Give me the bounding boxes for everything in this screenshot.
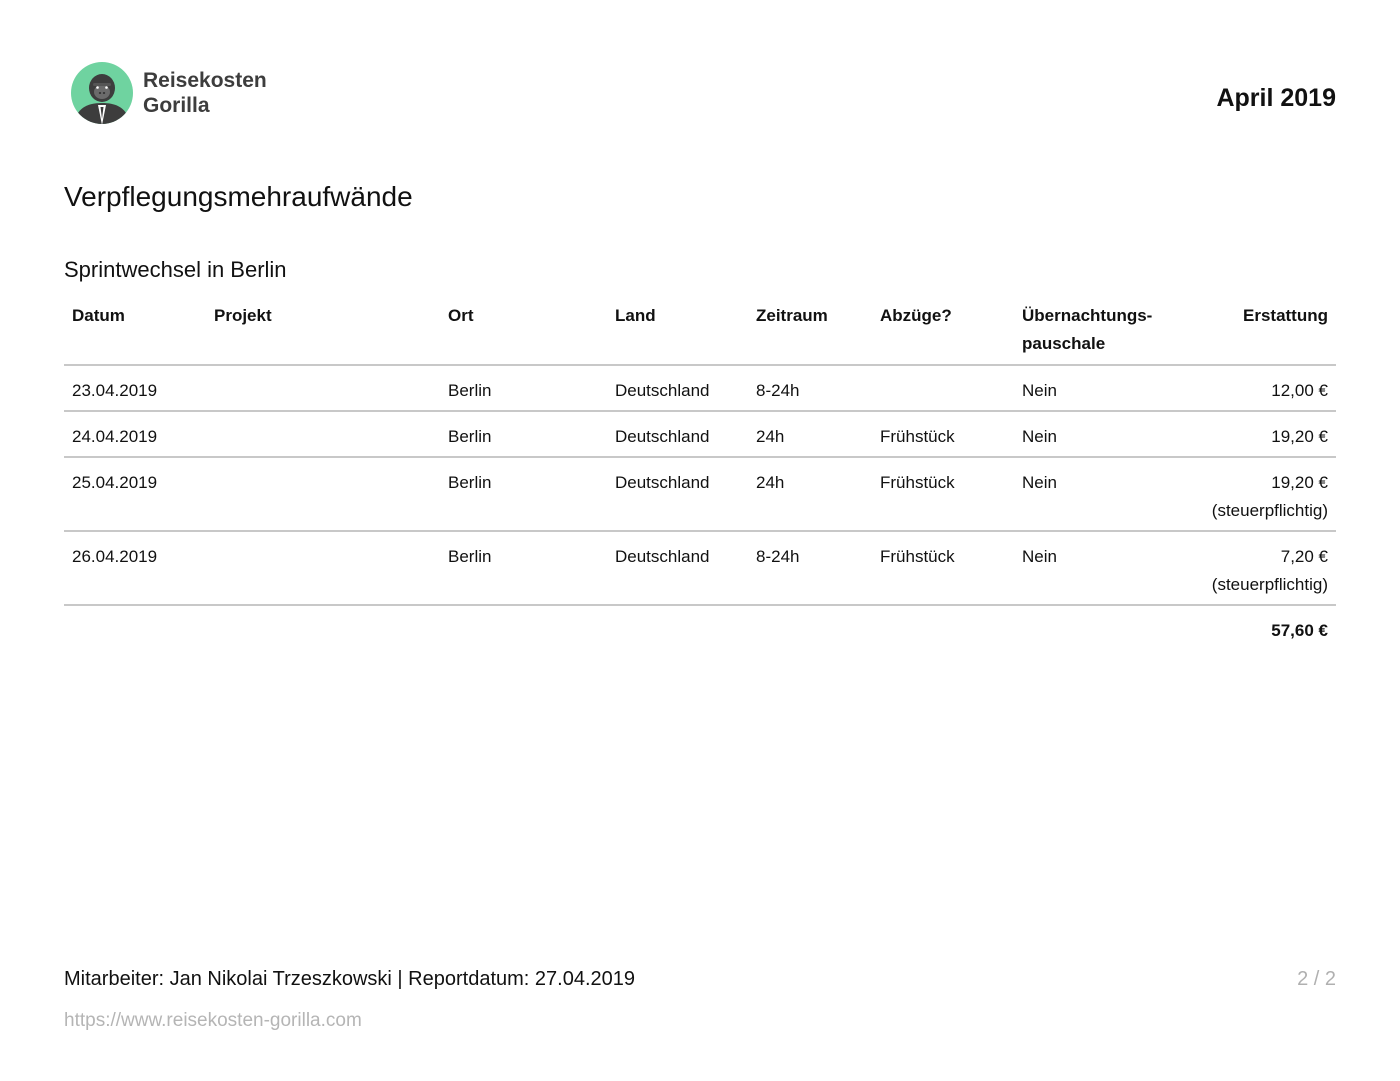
column-header-ort: Ort <box>440 298 607 365</box>
cell-datum: 26.04.2019 <box>64 531 206 605</box>
column-header-abzuege: Abzüge? <box>872 298 1014 365</box>
cell-datum: 23.04.2019 <box>64 365 206 411</box>
trip-title: Sprintwechsel in Berlin <box>64 257 287 282</box>
amount-value: 19,20 € <box>1271 427 1328 446</box>
header-uebernachtung-line-1: Übernachtungs- <box>1022 306 1153 325</box>
cell-abzuege: Frühstück <box>872 411 1014 457</box>
cell-erstattung <box>1184 411 1336 457</box>
cell-zeitraum: 24h <box>748 411 872 457</box>
cell-projekt <box>206 457 440 531</box>
logo-line-2: Gorilla <box>143 94 210 117</box>
cell-land: Deutschland <box>607 457 748 531</box>
cell-abzuege: Frühstück <box>872 531 1014 605</box>
cell-ort: Berlin <box>440 365 607 411</box>
cell-ort: Berlin <box>440 411 607 457</box>
tax-note: (steuerpflichtig) <box>1211 575 1328 594</box>
logo-line-1: Reisekosten <box>143 69 267 92</box>
cell-datum: 25.04.2019 <box>64 457 206 531</box>
section-title: Verpflegungsmehraufwände <box>64 181 413 212</box>
cell-land: Deutschland <box>607 411 748 457</box>
cell-zeitraum: 8-24h <box>748 365 872 411</box>
cell-ort: Berlin <box>440 457 607 531</box>
column-header-land: Land <box>607 298 748 365</box>
column-header-erstattung: Erstattung <box>1184 298 1336 365</box>
cell-projekt <box>206 531 440 605</box>
column-header-zeitraum: Zeitraum <box>748 298 872 365</box>
cell-abzuege: Frühstück <box>872 457 1014 531</box>
amount-value: 19,20 € <box>1271 473 1328 492</box>
cell-erstattung <box>1184 457 1336 531</box>
tax-note: (steuerpflichtig) <box>1211 501 1328 520</box>
cell-projekt <box>206 411 440 457</box>
table-row <box>64 457 1336 531</box>
cell-zeitraum: 8-24h <box>748 531 872 605</box>
meal-allowance-table <box>64 298 1336 650</box>
cell-uebernachtung: Nein <box>1014 365 1184 411</box>
cell-land: Deutschland <box>607 531 748 605</box>
report-period: April 2019 <box>1216 84 1336 112</box>
brand-logo <box>70 60 267 126</box>
table-row <box>64 531 1336 605</box>
cell-erstattung <box>1184 365 1336 411</box>
cell-datum: 24.04.2019 <box>64 411 206 457</box>
footer-url: https://www.reisekosten-gorilla.com <box>64 1010 362 1031</box>
total-row <box>64 605 1336 650</box>
amount-value: 12,00 € <box>1271 381 1328 400</box>
cell-abzuege <box>872 365 1014 411</box>
logo-wordmark <box>143 68 267 118</box>
cell-uebernachtung: Nein <box>1014 411 1184 457</box>
column-header-datum: Datum <box>64 298 206 365</box>
cell-uebernachtung: Nein <box>1014 457 1184 531</box>
cell-ort: Berlin <box>440 531 607 605</box>
column-header-projekt: Projekt <box>206 298 440 365</box>
table-row <box>64 411 1336 457</box>
gorilla-logo-icon <box>70 61 134 125</box>
header-uebernachtung-line-2: pauschale <box>1022 334 1106 353</box>
table-row <box>64 365 1336 411</box>
page-number: 2 / 2 <box>1297 968 1336 990</box>
cell-uebernachtung: Nein <box>1014 531 1184 605</box>
footer-employee-info: Mitarbeiter: Jan Nikolai Trzeszkowski | Reportdatum: 27.04.2019 <box>64 968 636 990</box>
cell-zeitraum: 24h <box>748 457 872 531</box>
amount-value: 7,20 € <box>1280 547 1328 566</box>
cell-erstattung <box>1184 531 1336 605</box>
cell-projekt <box>206 365 440 411</box>
table-header-row <box>64 298 1336 365</box>
total-amount: 57,60 € <box>1271 621 1328 640</box>
cell-land: Deutschland <box>607 365 748 411</box>
column-header-uebernachtung <box>1014 298 1184 365</box>
